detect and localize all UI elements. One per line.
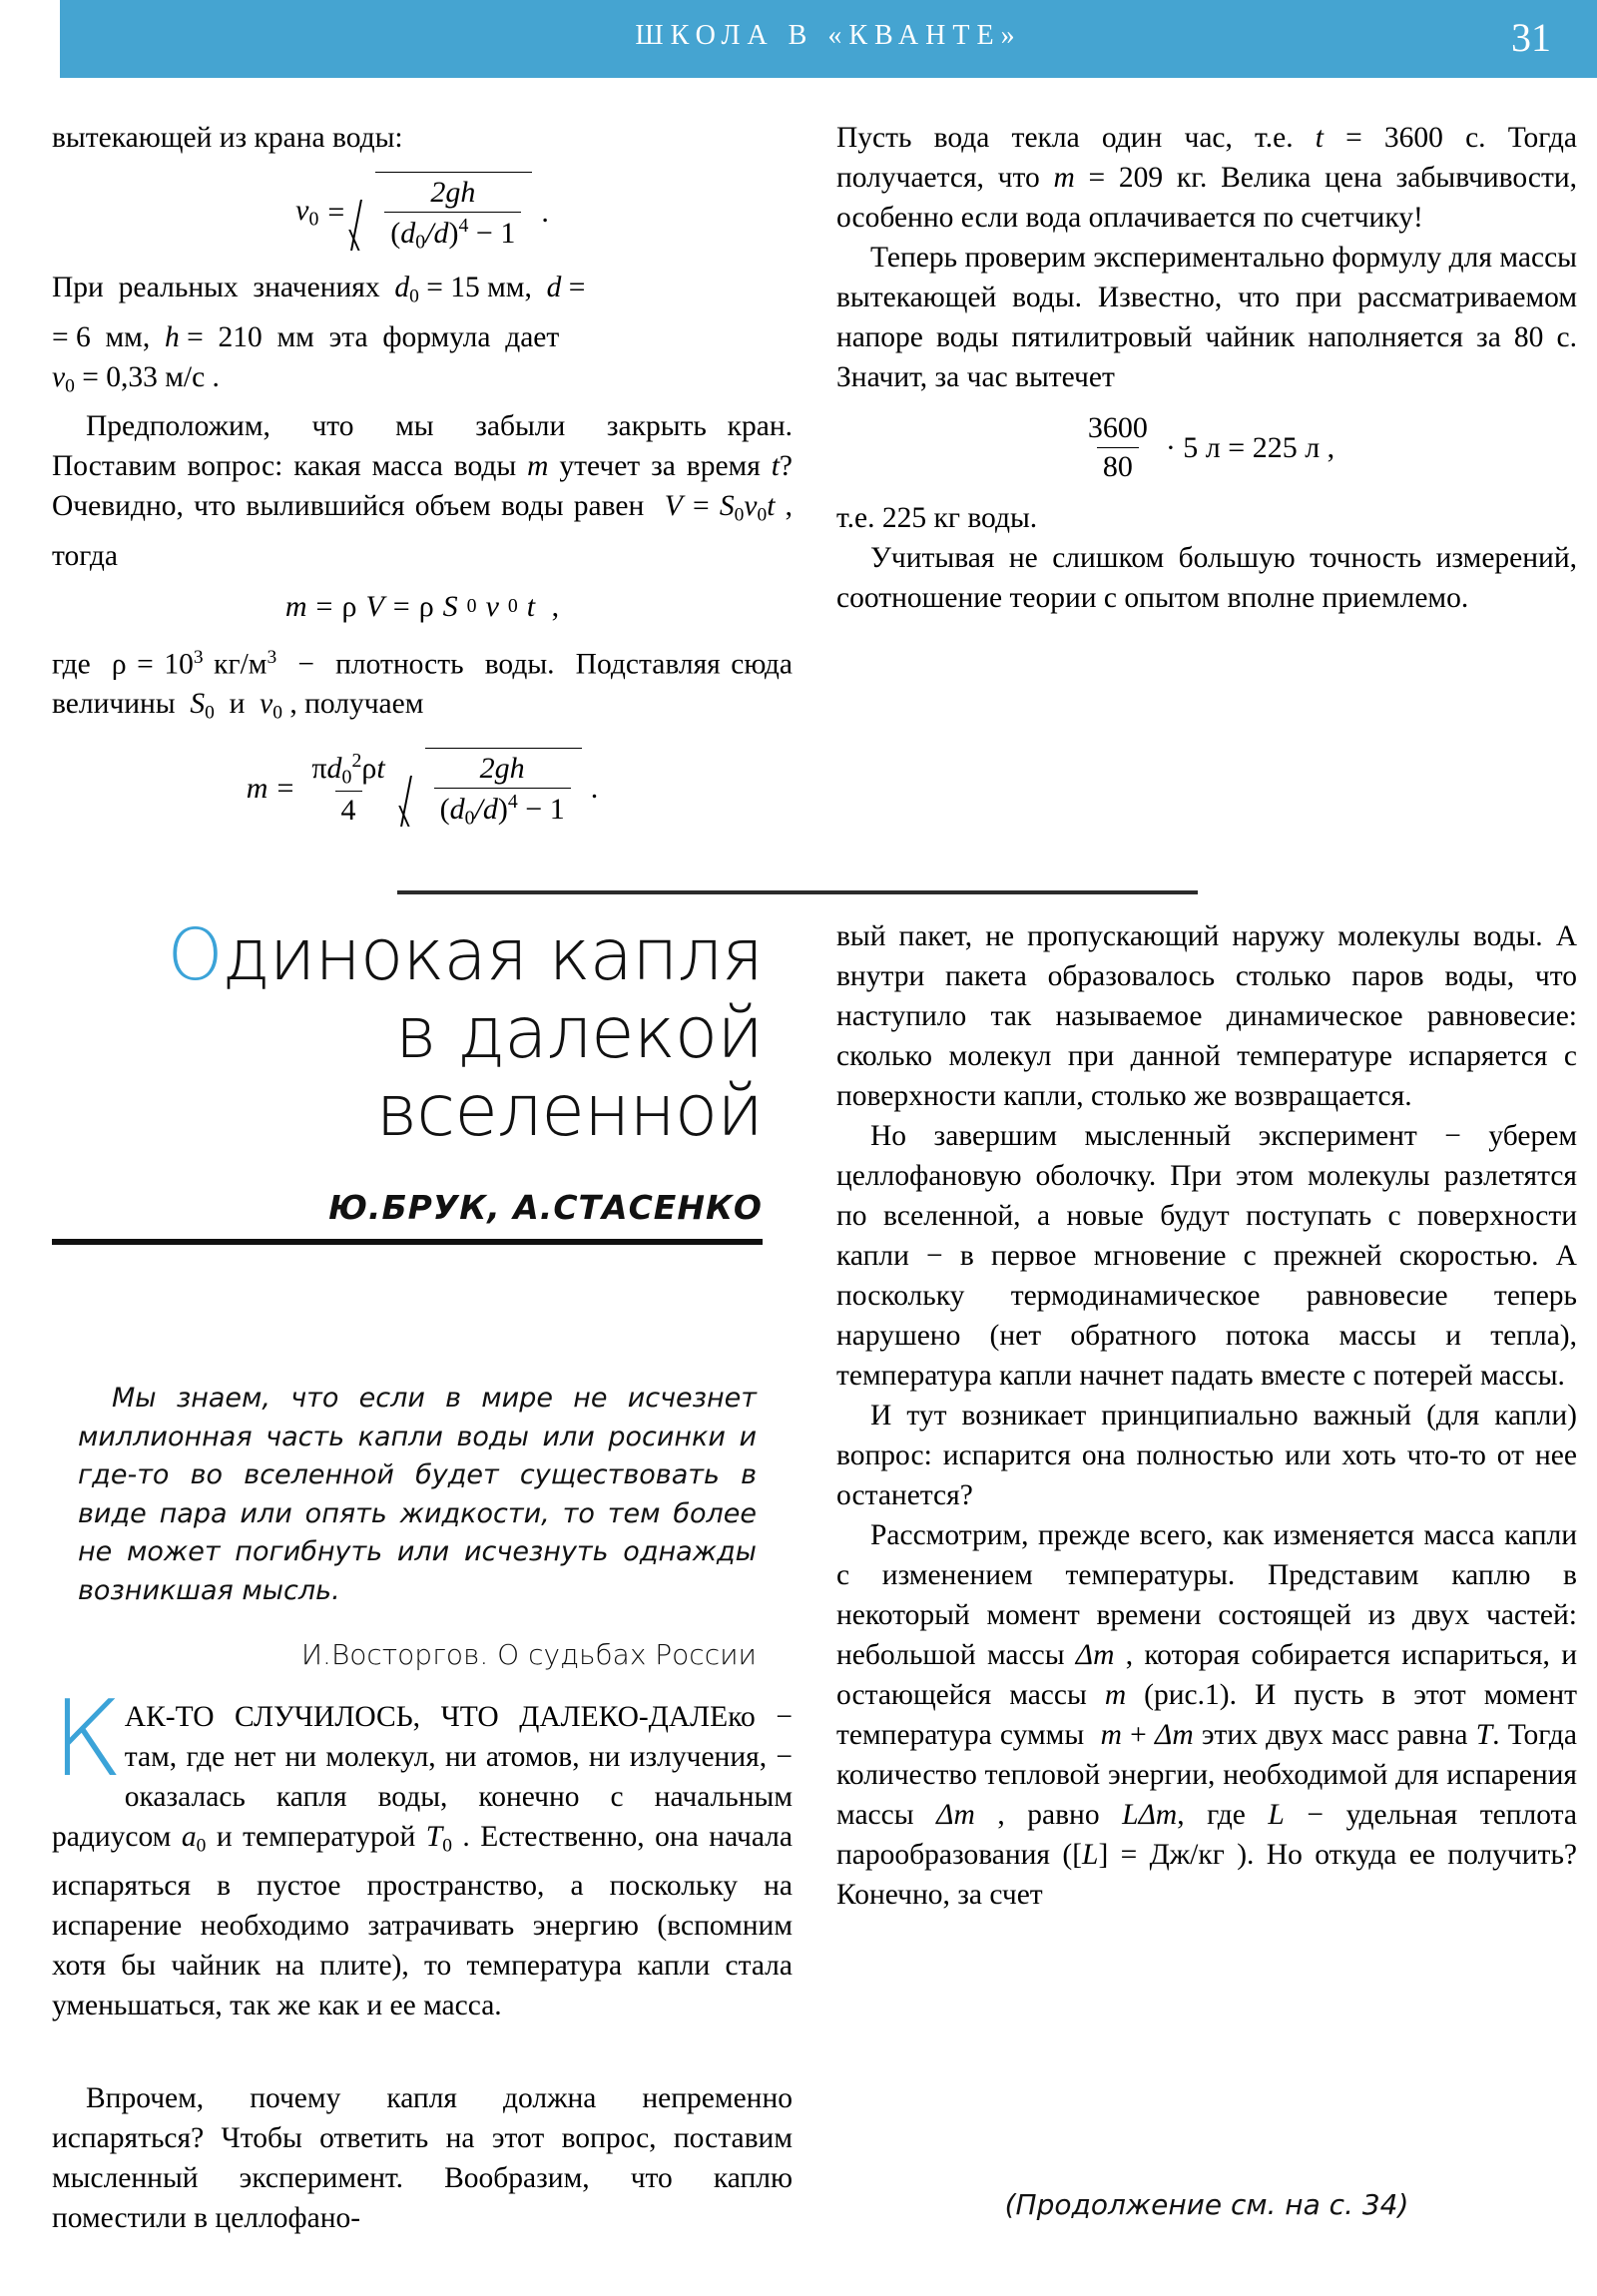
- body-dropcap-letter: К: [52, 1678, 123, 1800]
- right-column-top: [836, 118, 1577, 618]
- left-column: [52, 118, 793, 844]
- authors-underline-rule: [52, 1239, 763, 1245]
- article-title-line2: в далекой: [394, 991, 763, 1074]
- paragraph-density: где $\rho = 10^3$ $кг/м^3$ − плотность воды. Подставляя сюда величины $S_0$ и $v_0$ , получаем: [52, 646, 794, 724]
- small-caps-opening: АК-ТО СЛУЧИЛОСЬ, ЧТО ДАЛЕКО-ДАЛЕ: [124, 1701, 729, 1733]
- article-title-line1: динокая капля: [222, 913, 763, 996]
- article-title-line3: вселенной: [375, 1069, 763, 1152]
- title-dropcap-letter: О: [167, 913, 223, 996]
- paragraph-lead: вытекающей из крана воды:: [52, 122, 403, 154]
- article-body-second-paragraph-block: [52, 2078, 793, 2238]
- header-section-title: ШКОЛА В «КВАНТЕ»: [635, 20, 1022, 51]
- body-paragraph-r3: И тут возникает принципиально важный (для капли) вопрос: испарится она полностью или хоть что-то от нее останется?: [836, 1400, 1577, 1511]
- body-paragraph-r1: вый пакет, не пропускающий наружу молекулы воды. А внутри пакета образовалось столько паров воды, что наступило так называемое динамическое равновесие: сколько молекул при данной температуре испаряется с поверхности капли, столько же возвращается.: [836, 920, 1577, 1112]
- right-column-article2: [836, 916, 1577, 1915]
- paragraph-suppose: Предположим, что мы забыли закрыть кран. Поставим вопрос: какая масса воды m утечет за время t? Очевидно, что вылившийся объем воды равен $V = S_0v_0t$ , тогда: [52, 410, 794, 572]
- page-number: 31: [1511, 15, 1551, 60]
- article-header: [52, 913, 763, 1245]
- fraction-denominator: 80: [1097, 447, 1139, 484]
- epigraph-text: Мы знаем, что если в мире не исчезнет миллионная часть капли воды или росинки и где-то во вселенной будет существовать в виде пара или опять жидкости, то тем более не может погибнуть или исчезнуть однажды возникшая мысль.: [78, 1383, 757, 1606]
- article-separator-rule: [397, 890, 1198, 894]
- formula-v0: $v_0$ = $\frac{2gh}{(d_0/d)^4 - 1}$ .: [52, 172, 793, 254]
- paragraph-one-hour: Пусть вода текла один час, т.е. t = 3600 с. Тогда получается, что m = 209 кг. Велика цена забывчивости, особенно если вода оплачивается по счетчику!: [836, 122, 1577, 234]
- body-paragraph-second: Впрочем, почему капля должна непременно испаряться? Чтобы ответить на этот вопрос, поставим мысленный эксперимент. Вообразим, что каплю поместили в целлофано-: [52, 2082, 793, 2234]
- body-paragraph-first: АК-ТО СЛУЧИЛОСЬ, ЧТО ДАЛЕКО-ДАЛЕко − там, где нет ни молекул, ни атомов, ни излучения, − оказалась капля воды, конечно с начальным радиусом $a_0$ и температурой $T_0$ . Естественно, она начала испаряться в пустое пространство, а поскольку на испарение необходимо затрачивать энергию (вспомним хотя бы чайник на плите), то температура капли стала уменьшаться, так же как и ее масса.: [52, 1701, 793, 2022]
- paragraph-225kg: т.е. 225 кг воды.: [836, 502, 1038, 534]
- body-paragraph-r4: Рассмотрим, прежде всего, как изменяется масса капли с изменением температуры. Представим каплю в некоторый момент времени состоящей из двух частей: небольшой массы Δm , которая собирается испариться, и остающейся массы m (рис.1). И пусть в этот момент температура суммы m + Δm этих двух масс равна T. Тогда количество тепловой энергии, необходимой для испарения массы Δm , равно LΔm, где L − удельная теплота парообразования ([L] = Дж/кг ). Но откуда ее получить? Конечно, за счет: [836, 1519, 1577, 1911]
- paragraph-experiment: Теперь проверим экспериментально формулу для массы вытекающей воды. Известно, что при рассматриваемом напоре воды пятилитровый чайник наполняется за 80 с. Значит, за час вытечет: [836, 242, 1577, 393]
- continuation-note: (Продолжение см. на с. 34): [1004, 2188, 1409, 2221]
- article-authors: Ю.БРУК, А.СТАСЕНКО: [328, 1188, 763, 1227]
- page-header-band: [60, 0, 1597, 78]
- article-title: [52, 913, 763, 1152]
- article-body-dropcap-paragraph: [52, 1678, 793, 2025]
- fraction-numerator: 3600: [1087, 411, 1148, 444]
- body-paragraph-r2: Но завершим мысленный эксперимент − уберем целлофановую оболочку. При этом молекулы разлетятся по вселенной, а новые будут поступать с поверхности капли − в первое мгновение с прежней скоростью. А поскольку термодинамическое равновесие теперь нарушено (нет обратного потока массы и тепла), температура капли начнет падать вместе с потерей массы.: [836, 1120, 1577, 1392]
- paragraph-conclusion: Учитывая не слишком большую точность измерений, соотношение теории с опытом вполне приемлемо.: [836, 542, 1577, 614]
- epigraph-block: [78, 1380, 757, 1675]
- formula-m-rho: m = ρ V = ρ S 0 v 0 t ,: [284, 589, 560, 623]
- paragraph-real-values: При реальных значениях $d_0 = 15$ мм, d = = 6 мм, h = 210 мм эта формула дает $v_0 = 0,33$ м/с .: [52, 272, 586, 397]
- epigraph-source: И.Восторгов. О судьбах России: [300, 1638, 757, 1671]
- formula-3600-80: [836, 411, 1577, 484]
- formula-rest: · 5 л = 225 л ,: [1165, 430, 1335, 464]
- formula-m-full: m = $\frac{\pi d_0^2\rho t}{4}$ $\frac{2gh}{(d_0/d)^4 - 1}$ .: [246, 749, 599, 830]
